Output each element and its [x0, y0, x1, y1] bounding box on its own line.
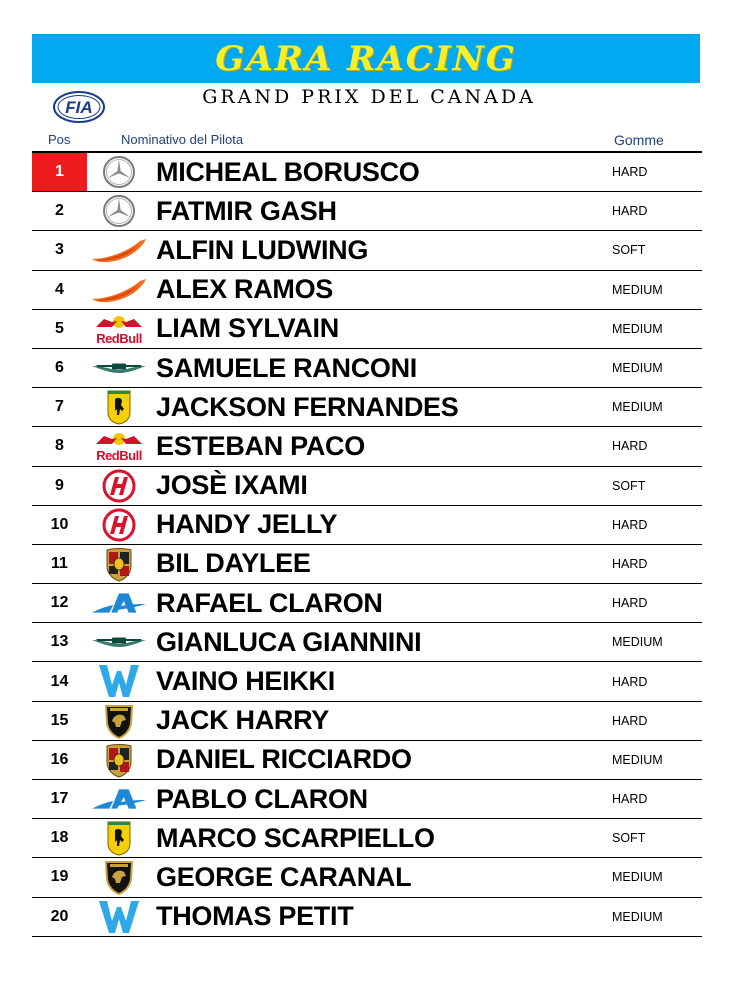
williams-logo	[90, 664, 148, 698]
tyre-compound: HARD	[612, 165, 648, 180]
tyre-compound: SOFT	[612, 831, 646, 846]
alpine-logo	[90, 782, 148, 816]
driver-name: SAMUELE RANCONI	[156, 352, 418, 383]
tyre-compound: HARD	[612, 439, 648, 454]
tyre-compound: HARD	[612, 674, 648, 689]
aston-martin-logo	[90, 351, 148, 385]
position-cell: 16	[50, 750, 69, 768]
driver-name: HANDY JELLY	[156, 509, 338, 540]
redbull-logo-text: RedBull	[96, 448, 142, 464]
aston-martin-logo	[90, 625, 148, 659]
lamborghini-logo	[90, 704, 148, 738]
position-cell: 13	[50, 633, 69, 651]
position-cell: 17	[50, 790, 69, 808]
table-row	[32, 506, 702, 545]
position-cell: 10	[50, 515, 69, 533]
alpine-logo	[90, 586, 148, 620]
tyre-compound: HARD	[612, 556, 648, 571]
table-row	[32, 623, 702, 662]
driver-name: GEORGE CARANAL	[156, 861, 412, 892]
driver-name: DANIEL RICCIARDO	[156, 744, 412, 775]
table-row	[32, 231, 702, 270]
mercedes-logo	[90, 194, 148, 228]
position-cell: 4	[55, 280, 64, 298]
redbull-logo-text: RedBull	[96, 330, 142, 346]
tyre-compound: MEDIUM	[612, 870, 663, 885]
position-cell: 8	[55, 437, 64, 455]
driver-name: PABLO CLARON	[156, 783, 368, 814]
table-row	[32, 898, 702, 937]
title-banner	[32, 34, 700, 83]
driver-name: LIAM SYLVAIN	[156, 313, 339, 344]
redbull-logo	[90, 312, 148, 346]
table-row	[32, 271, 702, 310]
mercedes-logo	[90, 155, 148, 189]
position-cell: 18	[50, 829, 69, 847]
driver-name: ALFIN LUDWING	[156, 234, 369, 265]
column-header-tyres: Gomme	[614, 132, 664, 148]
ferrari-logo	[90, 390, 148, 424]
page-title: GARA RACING	[215, 38, 517, 79]
tyre-compound: HARD	[612, 596, 648, 611]
table-row	[32, 545, 702, 584]
table-row	[32, 349, 702, 388]
position-cell: 12	[50, 594, 69, 612]
porsche-logo	[90, 743, 148, 777]
table-row	[32, 192, 702, 231]
williams-logo	[90, 900, 148, 934]
tyre-compound: MEDIUM	[612, 635, 663, 650]
table-row	[32, 584, 702, 623]
tyre-compound: HARD	[612, 792, 648, 807]
porsche-logo	[90, 547, 148, 581]
tyre-compound: SOFT	[612, 243, 646, 258]
table-row	[32, 662, 702, 701]
subtitle: GRAND PRIX DEL CANADA	[202, 86, 536, 108]
redbull-logo	[90, 429, 148, 463]
position-cell: 3	[55, 241, 64, 259]
driver-name: BIL DAYLEE	[156, 548, 311, 579]
tyre-compound: MEDIUM	[612, 400, 663, 415]
fia-logo-text: FIA	[65, 98, 93, 117]
mclaren-logo	[90, 233, 148, 267]
table-row	[32, 819, 702, 858]
position-cell: 19	[50, 868, 69, 886]
table-row	[32, 153, 702, 192]
driver-name: ALEX RAMOS	[156, 274, 334, 305]
position-cell: 1	[32, 153, 87, 191]
lamborghini-logo	[90, 860, 148, 894]
position-cell: 20	[50, 907, 69, 925]
driver-name: THOMAS PETIT	[156, 901, 354, 932]
mclaren-logo	[90, 273, 148, 307]
table-row	[32, 310, 702, 349]
table-row	[32, 702, 702, 741]
position-cell: 9	[55, 476, 64, 494]
tyre-compound: MEDIUM	[612, 282, 663, 297]
driver-name: MARCO SCARPIELLO	[156, 822, 435, 853]
position-cell: 2	[55, 202, 64, 220]
ferrari-logo	[90, 821, 148, 855]
table-row	[32, 388, 702, 427]
driver-name: JACK HARRY	[156, 705, 330, 736]
position-cell: 14	[50, 672, 69, 690]
haas-logo	[90, 508, 148, 542]
position-cell: 15	[50, 711, 69, 729]
column-header-driver: Nominativo del Pilota	[121, 132, 244, 147]
driver-name: MICHEAL BORUSCO	[156, 156, 420, 187]
tyre-compound: HARD	[612, 713, 648, 728]
driver-name: JOSÈ IXAMI	[156, 470, 308, 501]
tyre-compound: HARD	[612, 204, 648, 219]
table-row	[32, 858, 702, 897]
tyre-compound: MEDIUM	[612, 909, 663, 924]
position-cell: 6	[55, 359, 64, 377]
position-cell: 5	[55, 319, 64, 337]
tyre-compound: MEDIUM	[612, 752, 663, 767]
table-row	[32, 427, 702, 466]
column-header-pos: Pos	[48, 132, 71, 147]
tyre-compound: MEDIUM	[612, 321, 663, 336]
driver-name: ESTEBAN PACO	[156, 430, 365, 461]
results-table	[32, 151, 702, 937]
table-row	[32, 467, 702, 506]
position-cell: 7	[55, 398, 64, 416]
driver-name: GIANLUCA GIANNINI	[156, 626, 422, 657]
driver-name: RAFAEL CLARON	[156, 587, 383, 618]
table-row	[32, 780, 702, 819]
position-cell: 11	[51, 554, 68, 572]
tyre-compound: HARD	[612, 517, 648, 532]
table-row	[32, 741, 702, 780]
tyre-compound: MEDIUM	[612, 361, 663, 376]
driver-name: FATMIR GASH	[156, 195, 337, 226]
driver-name: VAINO HEIKKI	[156, 666, 335, 697]
haas-logo	[90, 469, 148, 503]
tyre-compound: SOFT	[612, 478, 646, 493]
driver-name: JACKSON FERNANDES	[156, 391, 459, 422]
